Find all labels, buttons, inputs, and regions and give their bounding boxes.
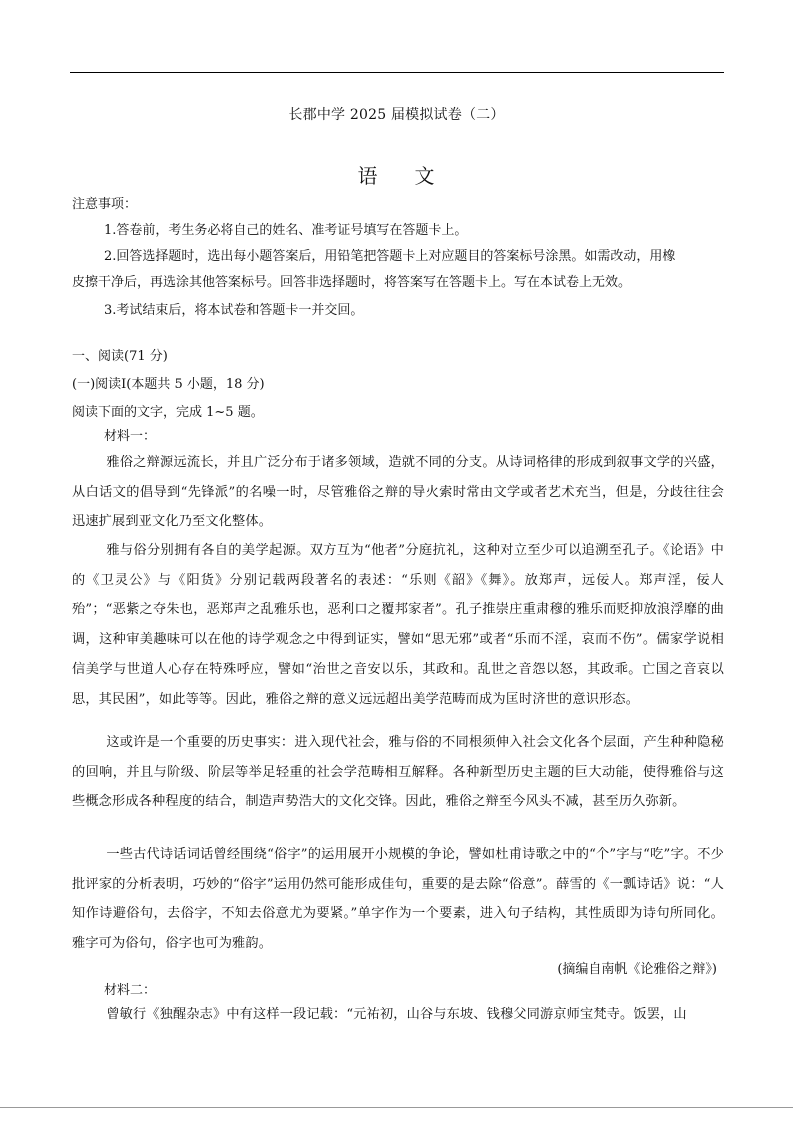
material-1-paragraph-3: 这或许是一个重要的历史事实：进入现代社会，雅与俗的不同根须伸入社会文化各个层面，产生种种隐秘的回响，并且与阶级、阶层等举足轻重的社会学范畴相互解释。各种新型历史主题的巨大动能，使得雅俗与这些概念形成各种程度的结合，制造声势浩大的文化交锋。因此，雅俗之辩至今风头不减，甚至历久弥新。 xyxy=(72,735,724,810)
material-1-paragraph-1: 雅俗之辩源远流长，并且广泛分布于诸多领域，造就不同的分支。从诗词格律的形成到叙事文学的兴盛，从白话文的倡导到“先锋派”的名噪一时，尽管雅俗之辩的导火索时常由文学或者艺术充当，但是，分歧往往会迅速扩展到亚文化乃至文化整体。 xyxy=(72,455,724,530)
section-title: 一、阅读(71 分) xyxy=(72,349,168,364)
reading-instruction: 阅读下面的文字，完成 1~5 题。 xyxy=(72,405,264,420)
notice-item-3: 3.考试结束后，将本试卷和答题卡一并交回。 xyxy=(104,303,364,318)
header-rule xyxy=(70,72,724,73)
material-1-source: (摘编自南帆《论雅俗之辩》) xyxy=(557,962,717,977)
notice-item-2-line-2: 皮擦干净后，再选涂其他答案标号。回答非选择题时，将答案写在答题卡上。写在本试卷上无效。 xyxy=(72,275,632,290)
material-2-paragraph-1: 曾敏行《独醒杂志》中有这样一段记载：“元祐初，山谷与东坡、钱穆父同游京师宝梵寺。饭罢，山 xyxy=(106,1007,687,1022)
material-2-label: 材料二： xyxy=(104,983,157,998)
notice-item-2-line-1: 2.回答选择题时，选出每小题答案后，用铅笔把答题卡上对应题目的答案标号涂黑。如需改动，用橡 xyxy=(104,249,676,264)
subsection-title: (一)阅读Ⅰ(本题共 5 小题，18 分) xyxy=(72,377,265,392)
notice-heading: 注意事项： xyxy=(72,197,138,212)
subject-title xyxy=(0,160,793,189)
subject-char-1: 语 xyxy=(357,164,379,188)
material-1-label: 材料一： xyxy=(104,429,157,444)
material-1-paragraph-2: 雅与俗分别拥有各自的美学起源。双方互为“他者”分庭抗礼，这种对立至少可以追溯至孔子。《论语》中的《卫灵公》与《阳货》分别记载两段著名的表述：“乐则《韶》《舞》。放郑声，远佞人。郑声淫，佞人殆”；“恶紫之夺朱也，恶郑声之乱雅乐也，恶利口之覆邦家者”。孔子推崇庄重肃穆的雅乐而贬抑放浪浮靡的曲调，这种审美趣味可以在他的诗学观念之中得到证实，譬如“思无邪”或者“乐而不淫，哀而不伤”。儒家学说相信美学与世道人心存在特殊呼应，譬如“治世之音安以乐，其政和。乱世之音怨以怒，其政乖。亡国之音哀以思，其民困”，如此等等。因此，雅俗之辩的意义远远超出美学范畴而成为匡时济世的意识形态。 xyxy=(72,543,724,707)
material-1-paragraph-4: 一些古代诗话词话曾经围绕“俗字”的运用展开小规模的争论，譬如杜甫诗歌之中的“个”字与“吃”字。不少批评家的分析表明，巧妙的“俗字”运用仍然可能形成佳句，重要的是去除“俗意”。薛雪的《一瓢诗话》说：“人知作诗避俗句，去俗字，不知去俗意尤为要紧。”单字作为一个要素，进入句子结构，其性质即为诗句所同化。雅字可为俗句，俗字也可为雅韵。 xyxy=(72,847,724,952)
exam-title: 长郡中学 2025 届模拟试卷（二） xyxy=(288,107,505,123)
footer-rule xyxy=(0,1107,793,1108)
subject-char-2: 文 xyxy=(414,164,436,188)
notice-item-1: 1.答卷前，考生务必将自己的姓名、准考证号填写在答题卡上。 xyxy=(104,223,468,238)
